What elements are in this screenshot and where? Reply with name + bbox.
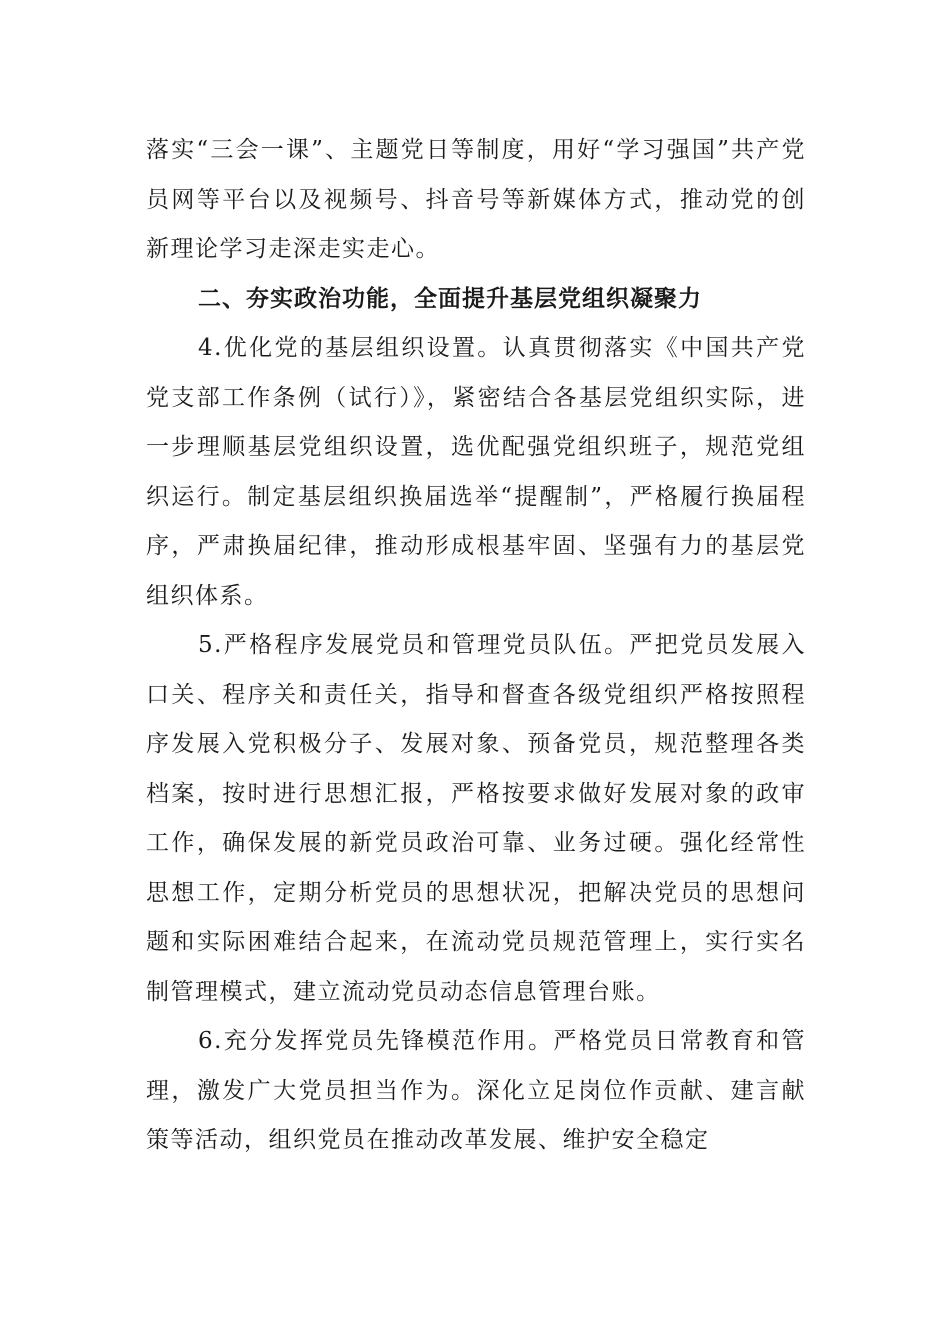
paragraph-item-6: 6.充分发挥党员先锋模范作用。严格党员日常教育和管理，激发广大党员担当作为。深化立足岗位作贡献、建言献策等活动，组织党员在推动改革发展、维护安全稳定 [146,1028,806,1153]
section-heading: 二、夯实政治功能，全面提升基层党组织凝聚力 [198,285,702,312]
paragraph-item-5: 5.严格程序发展党员和管理党员队伍。严把党员发展入口关、程序关和责任关，指导和督查各级党组织严格按照程序发展入党积极分子、发展对象、预备党员，规范整理各类档案，按时进行思想汇报，严格按要求做好发展对象的政审工作，确保发展的新党员政治可靠、业务过硬。强化经常性思想工作，定期分析党员的思想状况，把解决党员的思想问题和实际困难结合起来，在流动党员规范管理上，实行实名制管理模式，建立流动党员动态信息管理台账。 [146,632,806,1005]
paragraph-item-4: 4.优化党的基层组织设置。认真贯彻落实《中国共产党党支部工作条例（试行）》，紧密结合各基层党组织实际，进一步理顺基层党组织设置，选优配强党组织班子，规范党组织运行。制定基层组织换届选举“提醒制”，严格履行换届程序，严肃换届纪律，推动形成根基牢固、坚强有力的基层党组织体系。 [146,335,806,609]
paragraph-continuation: 落实“三会一课”、主题党日等制度，用好“学习强国”共产党员网等平台以及视频号、抖音号等新媒体方式，推动党的创新理论学习走深走实走心。 [146,137,806,262]
document-body [146,126,806,1166]
